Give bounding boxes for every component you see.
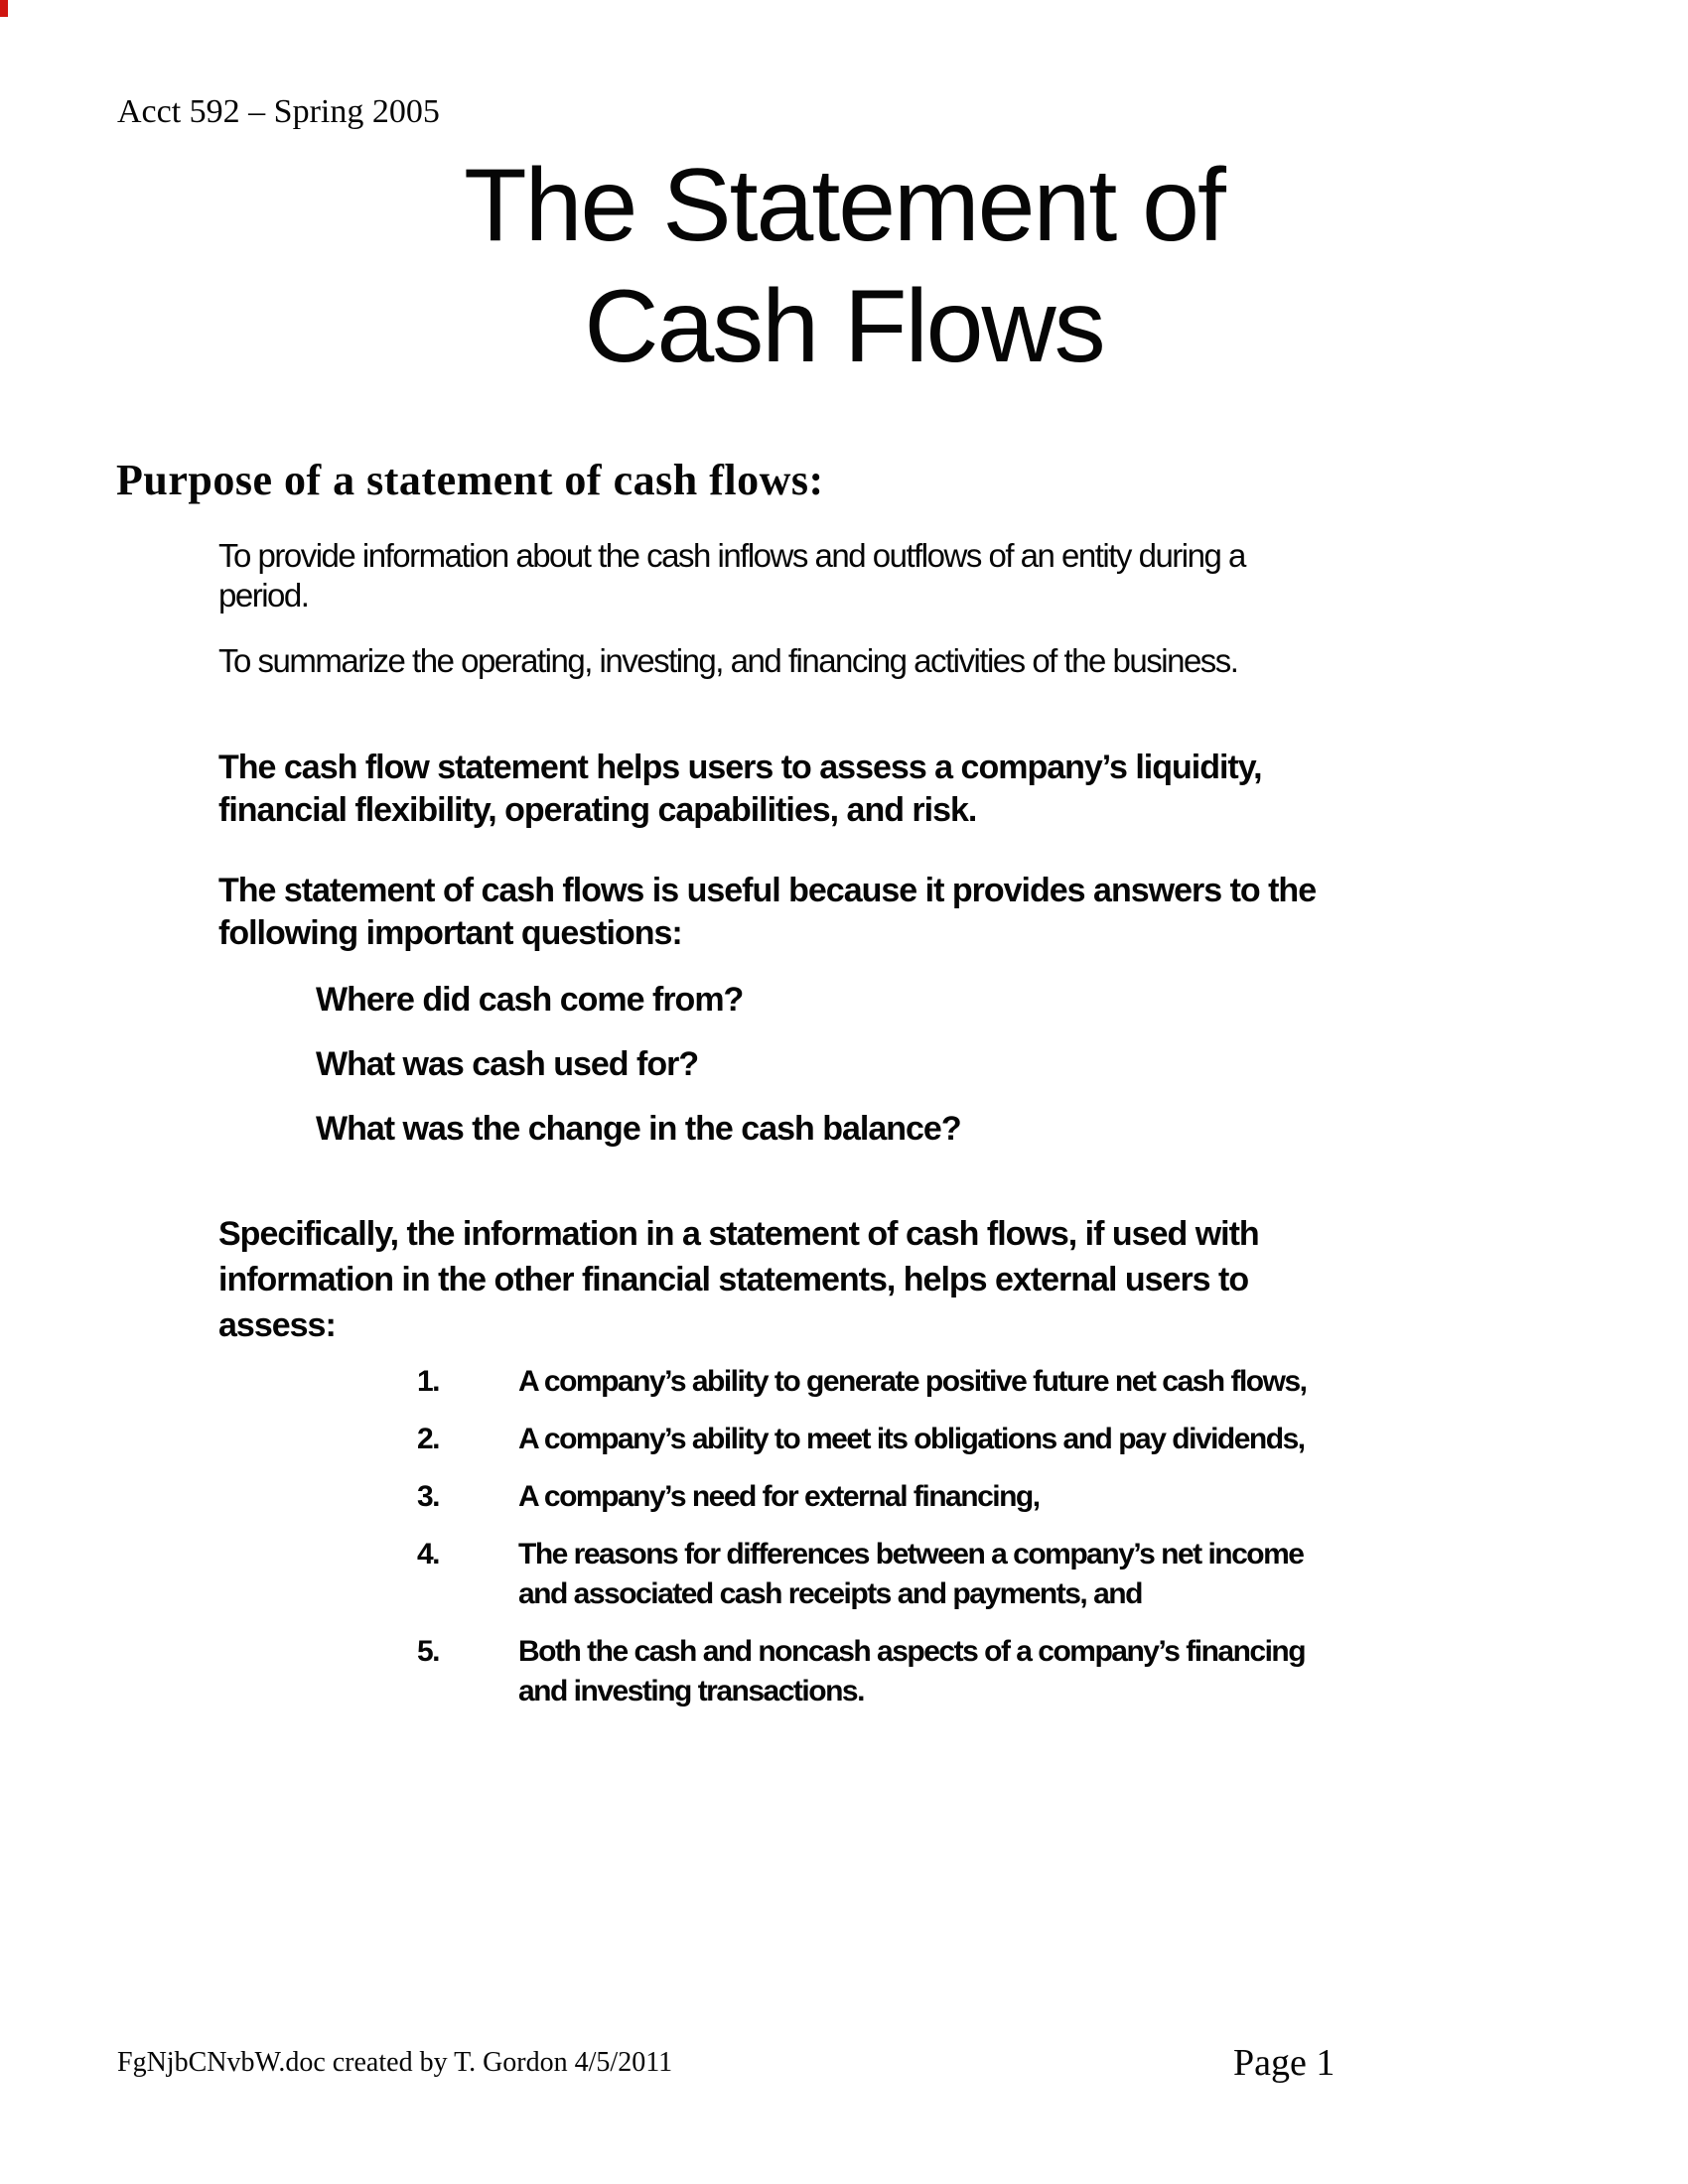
list-item-text: and associated cash receipts and payments, and <box>518 1577 1142 1610</box>
list-item-number: 3. <box>417 1480 440 1513</box>
list-item-number: 1. <box>417 1365 440 1398</box>
paragraph-line: financial flexibility, operating capabilities, and risk. <box>218 791 977 829</box>
list-item-4 <box>417 1535 1589 1614</box>
paragraph-line: Specifically, the information in a statement of cash flows, if used with <box>218 1215 1259 1253</box>
list-item-1 <box>417 1362 1589 1402</box>
course-header: Acct 592 – Spring 2005 <box>117 93 440 130</box>
list-item-text: A company’s ability to meet its obligations and pay dividends, <box>518 1423 1305 1455</box>
question-change-in-balance: What was the change in the cash balance? <box>316 1110 961 1148</box>
document-title <box>0 145 1688 387</box>
list-item-3 <box>417 1477 1589 1517</box>
question-where-cash-from: Where did cash come from? <box>316 981 744 1019</box>
list-item-text: and investing transactions. <box>518 1675 864 1707</box>
document-title-line2: Cash Flows <box>584 269 1104 384</box>
paragraph-line: following important questions: <box>218 914 682 952</box>
document-title-line1: The Statement of <box>464 148 1224 263</box>
paragraph-line: information in the other financial statements, helps external users to <box>218 1261 1249 1298</box>
footer-filename: FgNjbCNvbW.doc created by T. Gordon 4/5/2011 <box>117 2047 673 2078</box>
assessment-list <box>417 1362 1589 1729</box>
list-item-5 <box>417 1632 1589 1711</box>
scan-artifact-red-mark <box>0 0 8 17</box>
paragraph-line: The cash flow statement helps users to assess a company’s liquidity, <box>218 749 1262 786</box>
list-item-text: Both the cash and noncash aspects of a company’s financing <box>518 1635 1306 1668</box>
paragraph-line: The statement of cash flows is useful because it provides answers to the <box>218 872 1317 909</box>
section-heading: Purpose of a statement of cash flows: <box>116 456 824 504</box>
list-item-text: A company’s ability to generate positive future net cash flows, <box>518 1365 1307 1398</box>
paragraph-specifically <box>218 1211 1259 1348</box>
footer-page-number: Page 1 <box>1233 2042 1336 2084</box>
paragraph-line: assess: <box>218 1306 336 1344</box>
paragraph-useful-because <box>218 870 1316 955</box>
paragraph-provide-information <box>218 536 1245 615</box>
list-item-text: The reasons for differences between a company’s net income <box>518 1538 1304 1570</box>
paragraph-helps-users-assess <box>218 747 1262 832</box>
paragraph-line: To summarize the operating, investing, and financing activities of the business. <box>218 642 1238 679</box>
list-item-text: A company’s need for external financing, <box>518 1480 1040 1513</box>
paragraph-line: period. <box>218 577 309 614</box>
paragraph-line: To provide information about the cash inflows and outflows of an entity during a <box>218 537 1245 574</box>
list-item-number: 4. <box>417 1538 440 1570</box>
paragraph-summarize-activities <box>218 641 1237 681</box>
question-what-cash-used-for: What was cash used for? <box>316 1045 699 1083</box>
list-item-number: 5. <box>417 1635 440 1668</box>
list-item-number: 2. <box>417 1423 440 1455</box>
list-item-2 <box>417 1420 1589 1459</box>
